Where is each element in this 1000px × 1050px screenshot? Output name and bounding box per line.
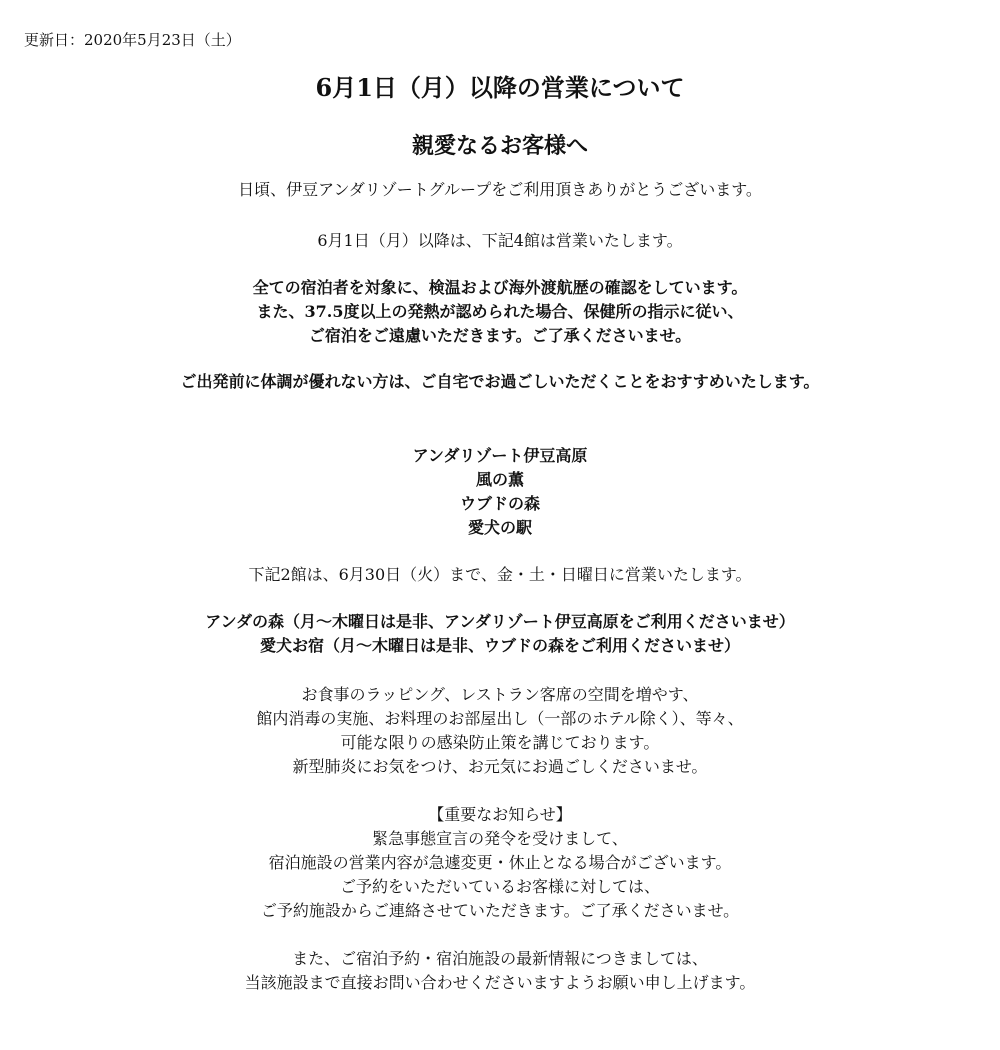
page-subtitle: 親愛なるお客様へ — [411, 133, 588, 159]
measures-line: 新型肺炎にお気をつけ、お元気にお過ごしくださいませ。 — [292, 757, 708, 776]
updated-date: 更新日：2020年5月23日（土） — [24, 31, 241, 49]
recommend-text: ご出発前に体調が優れない方は、ご自宅でお過ごしいただくことをおすすめいたします。 — [180, 372, 820, 391]
check-notice-line: 全ての宿泊者を対象に、検温および海外渡航歴の確認をしています。 — [252, 278, 748, 297]
important-heading: 【重要なお知らせ】 — [428, 805, 572, 824]
greeting-text: 日頃、伊豆アンダリゾートグループをご利用頂きありがとうございます。 — [238, 180, 762, 199]
hotel-name: ウブドの森 — [459, 494, 540, 513]
check-notice-line: また、37.5度以上の発熱が認められた場合、保健所の指示に従い、 — [256, 302, 744, 321]
weekend-notice-text: 下記2館は、6月30日（火）まで、金・土・日曜日に営業いたします。 — [248, 565, 752, 584]
check-notice-line: ご宿泊をご遠慮いただきます。ご了承くださいませ。 — [308, 326, 692, 345]
measures-line: 館内消毒の実施、お料理のお部屋出し（一部のホテル除く）、等々、 — [256, 709, 744, 728]
contact-line: また、ご宿泊予約・宿泊施設の最新情報につきましては、 — [292, 949, 708, 968]
important-line: 宿泊施設の営業内容が急遽変更・休止となる場合がございます。 — [268, 853, 732, 872]
important-line: 緊急事態宣言の発令を受けまして、 — [372, 829, 628, 848]
important-line: ご予約をいただいているお客様に対しては、 — [339, 877, 660, 896]
measures-line: 可能な限りの感染防止策を講じております。 — [340, 733, 660, 752]
hotel-weekend-item: アンダの森（月〜木曜日は是非、アンダリゾート伊豆高原をご利用くださいませ） — [205, 612, 795, 631]
hotel-name: 愛犬の駅 — [467, 518, 532, 537]
contact-line: 当該施設まで直接お問い合わせくださいますようお願い申し上げます。 — [244, 973, 756, 992]
hotel-name: 風の薫 — [475, 470, 524, 489]
hotel-name: アンダリゾート伊豆高原 — [412, 446, 588, 465]
hotel-weekend-item: 愛犬お宿（月〜木曜日は是非、ウブドの森をご利用くださいませ） — [259, 636, 740, 655]
page-title: 6月1日（月）以降の営業について — [315, 73, 685, 102]
important-line: ご予約施設からご連絡させていただきます。ご了承くださいませ。 — [260, 901, 740, 920]
open-notice-text: 6月1日（月）以降は、下記4館は営業いたします。 — [317, 231, 683, 250]
measures-line: お食事のラッピング、レストラン客席の空間を増やす、 — [301, 685, 699, 704]
